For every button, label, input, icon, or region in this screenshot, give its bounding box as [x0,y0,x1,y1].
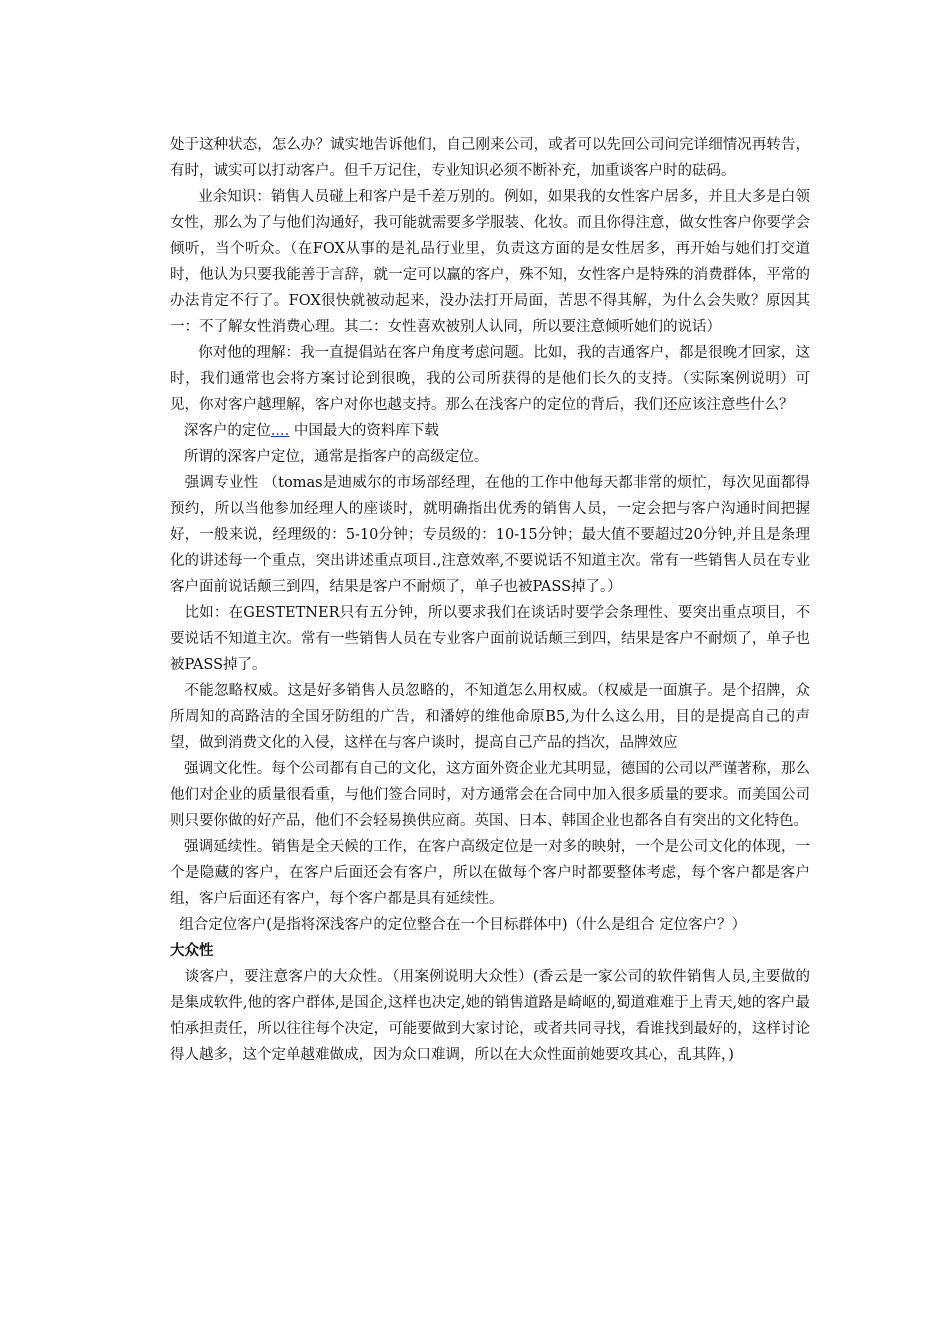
paragraph-deep-definition: 所谓的深客户定位，通常是指客户的高级定位。 [170,449,489,465]
paragraph-honesty: 处于这种状态，怎么办？诚实地告诉他们，自己刚来公司，或者可以先回公司问完详细情况再转告，有时，诚实可以打动客户。但千万记住，专业知识必须不断补充，加重谈客户时的砝码。 [170,137,810,179]
download-label: 中国最大的资料库下载 [289,423,439,439]
paragraph-authority: 不能忽略权威。这是好多销售人员忽略的，不知道怎么用权威。（权威是一面旗子。是个招牌，众所周知的高路洁的全国牙防组的广告，和潘婷的维他命原B5,为什么这么用，目的是提高自己的声望，做到消费文化的入侵，这样在与客户谈时，提高自己产品的挡次，品牌效应 [170,683,811,751]
paragraph-spare-knowledge: 业余知识：销售人员碰上和客户是千差万别的。例如，如果我的女性客户居多，并且大多是白领女性，那么为了与他们沟通好，我可能就需要多学服装、化妆。而且你得注意，做女性客户你要学会倾听，当个听众。（在FOX从事的是礼品行业里，负责这方面的是女性居多，再开始与她们打交道时，他认为只要我能善于言辞，就一定可以赢的客户，殊不知，女性客户是特殊的消费群体，平常的办法肯定不行了。FOX很快就被动起来，没办法打开局面，苦思不得其解，为什么会失败？原因其一：不了解女性消费心理。其二：女性喜欢被别人认同，所以要注意倾听她们的说话） [170,189,811,335]
paragraph-deep-client-positioning [170,418,810,444]
deep-client-label: 深客户的定位 [170,423,271,439]
paragraph-professionalism: 强调专业性 （tomas是迪威尔的市场部经理，在他的工作中他每天都非常的烦忙，每次见面都得预约，所以当他参加经理人的座谈时，就明确指出优秀的销售人员，一定会把与客户沟通时间把握好，一般来说，经理级的：5-10分钟；专员级的：10-15分钟；最大值不要超过20分钟,并且是条理化的讲述每一个重点，突出讲述重点项目.,注意效率,不要说话不知道主次。常有一些销售人员在专业客户面前说话颠三到四，结果是客户不耐烦了，单子也被PASS掉了。） [170,475,811,595]
section-heading-mass: 大众性 [170,943,214,959]
document-body [170,132,810,1068]
paragraph-combined-positioning: 组合定位客户(是指将深浅客户的定位整合在一个目标群体中)（什么是组合 定位客户？） [170,917,747,933]
ellipsis-link[interactable]: .... [270,423,290,439]
paragraph-continuity: 强调延续性。销售是全天候的工作，在客户高级定位是一对多的映射，一个是公司文化的体现，一个是隐藏的客户，在客户后面还会有客户，所以在做每个客户时都要整体考虑，每个客户都是客户组，客户后面还有客户，每个客户都是具有延续性。 [170,839,811,907]
paragraph-gestetner-example: 比如：在GESTETNER只有五分钟，所以要求我们在谈话时要学会条理性、要突出重点项目，不要说话不知道主次。常有一些销售人员在专业客户面前说话颠三到四，结果是客户不耐烦了，单子也被PASS掉了。 [170,605,811,673]
paragraph-mass-nature: 谈客户，要注意客户的大众性。（用案例说明大众性）(香云是一家公司的软件销售人员,主要做的是集成软件,他的客户群体,是国企,这样也决定,她的销售道路是崎岖的,蜀道难难于上青天,她的客户最怕承担责任，所以往往每个决定，可能要做到大家讨论，或者共同寻找，看谁找到最好的，这样讨论得人越多，这个定单越难做成，因为众口难调，所以在大众性面前她要攻其心，乱其阵，) [170,969,811,1063]
paragraph-culture: 强调文化性。每个公司都有自己的文化，这方面外资企业尤其明显，德国的公司以严谨著称，那么他们对企业的质量很看重，与他们签合同时，对方通常会在合同中加入很多质量的要求。而美国公司则只要你做的好产品，他们不会轻易换供应商。英国、日本、韩国企业也都各自有突出的文化特色。 [170,761,811,829]
paragraph-understanding: 你对他的理解：我一直提倡站在客户角度考虑问题。比如，我的吉通客户，都是很晚才回家，这时，我们通常也会将方案讨论到很晚，我的公司所获得的是他们长久的支持。（实际案例说明）可见，你对客户越理解，客户对你也越支持。那么在浅客户的定位的背后，我们还应该注意些什么？ [170,345,811,413]
